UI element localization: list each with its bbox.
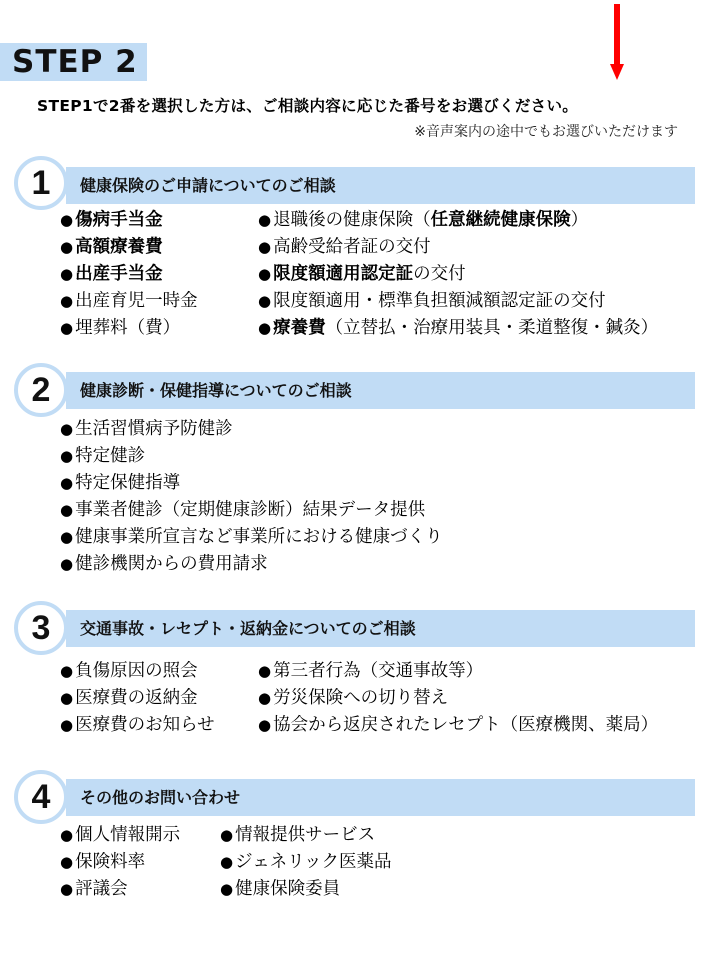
list-item-text: 健康事業所宣言など事業所における健康づくり [75,527,443,547]
bullet-icon: ● [258,662,272,680]
bullet-icon: ● [220,826,234,844]
bullet-icon: ● [60,689,74,707]
bullet-icon: ● [60,501,74,519]
list-item [258,712,658,739]
list-item-text: 協会から返戻されたレセプト（医療機関、薬局） [273,715,659,735]
bullet-icon: ● [60,555,74,573]
bullet-icon: ● [60,474,74,492]
list-item-text: 個人情報開示 [75,825,181,845]
bullet-icon: ● [60,238,74,256]
bullet-icon: ● [60,880,74,898]
list-item [60,712,215,739]
bullet-icon: ● [258,716,272,734]
list-item-text: 限度額適用認定証 [273,264,414,284]
list-item-text: 高齢受給者証の交付 [273,237,431,257]
list-item [220,822,375,849]
list-item [258,315,658,342]
bullet-icon: ● [60,528,74,546]
bullet-icon: ● [220,853,234,871]
bullet-icon: ● [60,292,74,310]
bullet-icon: ● [60,826,74,844]
note-text: ※音声案内の途中でもお選びいただけます [414,124,678,140]
list-item [60,658,198,685]
list-item [60,551,268,578]
list-item [220,876,340,903]
list-item-text: 出産育児一時金 [75,291,198,311]
bullet-icon: ● [60,211,74,229]
bullet-icon: ● [60,447,74,465]
bullet-icon: ● [258,319,272,337]
list-item [60,524,443,551]
list-item [60,685,198,712]
bullet-icon: ● [258,211,272,229]
list-item-text: 特定保健指導 [75,473,181,493]
section-number-badge [14,601,68,655]
list-item-text: 限度額適用・標準負担額減額認定証の交付 [273,291,606,311]
list-item [258,685,448,712]
section-title: 健康保険のご申請についてのご相談 [80,176,336,195]
list-item-text: の交付 [413,264,466,284]
list-item [60,443,145,470]
bullet-icon: ● [60,319,74,337]
list-item [258,658,483,685]
list-item [60,234,163,261]
bullet-icon: ● [258,689,272,707]
list-item [220,849,392,876]
list-item-text: 評議会 [75,879,128,899]
list-item [60,497,425,524]
section-number: 2 [31,371,51,409]
bullet-icon: ● [60,853,74,871]
list-item [60,288,198,315]
list-item-text: 任意継続健康保険 [430,210,571,230]
list-item-text: 負傷原因の照会 [75,661,198,681]
list-item [60,261,163,288]
list-item-text: 保険料率 [75,852,146,872]
bullet-icon: ● [220,880,234,898]
list-item [60,876,128,903]
list-item [60,822,180,849]
section-number-badge [14,770,68,824]
list-item-text: 医療費のお知らせ [75,715,215,735]
list-item [258,288,606,315]
section-title: 健康診断・保健指導についてのご相談 [80,381,352,400]
bullet-icon: ● [258,238,272,256]
list-item [60,470,180,497]
list-item-text: 健康保険委員 [235,879,341,899]
bullet-icon: ● [258,292,272,310]
list-item-text: 退職後の健康保険（ [273,210,431,230]
list-item-text: 高額療養費 [75,237,163,257]
step-badge [0,43,147,81]
list-item [258,207,588,234]
list-item [258,234,431,261]
list-item-text: 第三者行為（交通事故等） [273,661,484,681]
step-label: STEP 2 [12,44,138,80]
section-number: 3 [31,609,51,647]
list-item-text: 労災保険への切り替え [273,688,449,708]
bullet-icon: ● [60,716,74,734]
section-title: その他のお問い合わせ [80,788,241,807]
list-item [60,315,180,342]
list-item-text: 出産手当金 [75,264,163,284]
list-item [60,207,163,234]
section-number-badge [14,156,68,210]
section-number-badge [14,363,68,417]
list-item-text: 情報提供サービス [235,825,376,845]
list-item-text: （立替払・治療用装具・柔道整復・鍼灸） [325,318,659,338]
list-item [258,261,466,288]
bullet-icon: ● [60,662,74,680]
list-item-text: 傷病手当金 [75,210,163,230]
list-item-text: ジェネリック医薬品 [235,852,392,872]
list-item-text: 健診機関からの費用請求 [75,554,268,574]
list-item-text: 医療費の返納金 [75,688,198,708]
list-item [60,849,145,876]
list-item-text: ） [570,210,589,230]
list-item-text: 埋葬料（費） [75,318,181,338]
list-item [60,416,233,443]
section-title: 交通事故・レセプト・返納金についてのご相談 [80,619,416,638]
section-number: 4 [31,778,51,816]
list-item-text: 特定健診 [75,446,146,466]
instruction-text: STEP1で2番を選択した方は、ご相談内容に応じた番号をお選びください。 [37,97,579,115]
list-item-text: 事業者健診（定期健康診断）結果データ提供 [75,500,426,520]
down-arrow-icon [610,4,624,80]
bullet-icon: ● [60,420,74,438]
list-item-text: 生活習慣病予防健診 [75,419,233,439]
list-item-text: 療養費 [273,318,326,338]
bullet-icon: ● [60,265,74,283]
bullet-icon: ● [258,265,272,283]
section-number: 1 [31,164,51,202]
